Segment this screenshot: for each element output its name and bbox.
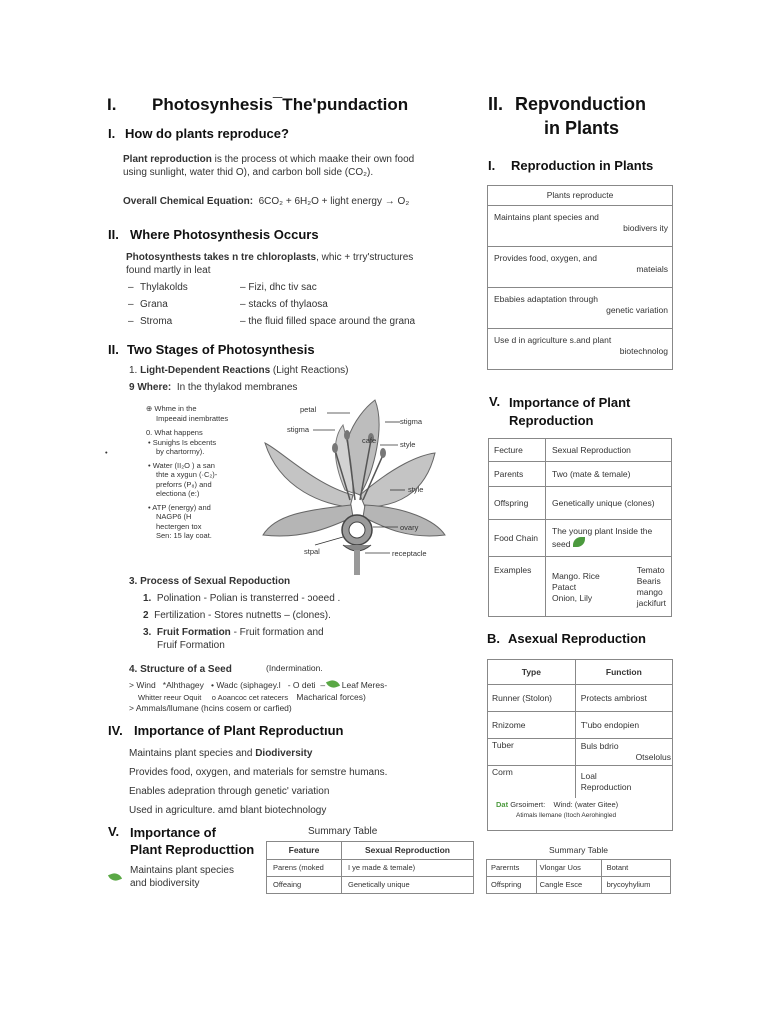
table-header-row [487, 842, 671, 860]
example-item: Onion, Lily [552, 592, 593, 603]
seed-icon [573, 537, 585, 547]
label-receptacle: receptacle [392, 549, 427, 558]
structure-item [128, 315, 468, 328]
section-v-title-1: Importance of [130, 825, 216, 840]
section-v-num: V. [108, 824, 120, 839]
process-item-text: - Fruit formation and [230, 627, 324, 638]
structure-desc: – stacks of thylaosa [240, 299, 328, 310]
reproduce-box [487, 185, 673, 370]
table-row [489, 462, 672, 487]
asexual-function: Loal [580, 771, 597, 781]
seed-line-3: > Ammals/llumane (hcins cosem or carfied) [129, 703, 292, 713]
table-cell: Genetically unique [342, 877, 474, 894]
left-summary-title: Summary Table [308, 826, 378, 837]
asexual-function-2: Reproduction [580, 782, 632, 792]
examples-cell [552, 565, 670, 609]
table-row [488, 739, 672, 766]
where-intro-bold: Photosynthests takes n tre chloroplasts [126, 252, 317, 263]
importance-item: Used in agriculture. amd blant biotechnology [129, 805, 327, 816]
right-v-line-2: Reproduction [509, 413, 594, 428]
table-row [488, 685, 672, 712]
table-cell: Offspring [489, 487, 546, 520]
seed-line-2a: Whitter reeur Oquit [138, 693, 202, 702]
flower-illustration [235, 395, 470, 575]
section-iv-heading: Importance of Plant Reproductıun [134, 723, 344, 738]
table-header: Type [488, 660, 575, 685]
seed-title: Structure of a Seed [140, 664, 232, 675]
table-row [267, 877, 474, 894]
equation-label: Overall Chemical Equation: [123, 196, 254, 207]
example-item: Temato [636, 564, 665, 575]
note-b2c: preforrs (P₈) and [156, 479, 212, 489]
table-cell: Two (mate & temale) [546, 462, 672, 487]
question-heading: How do plants reproduce? [125, 126, 289, 141]
left-title: Photosynhesis¯The'pundaction [152, 95, 409, 114]
food-chain-text: The young plant Inside the seed [552, 526, 653, 549]
table-cell [546, 557, 672, 617]
flower-notes: ⊕ Whme in the Impeeaid inembrattes 0. What happens • Sunighs Is ebcents by chartorrny). • Water (II₂O ) a san thte a xygun (·C₂)- preforrs (P₈) and electiona (e:) • ATP (energy) and NAGP6 (H hectergen tox Sen: 15 lay coat. [146, 404, 256, 541]
example-item: Bearis [636, 575, 661, 586]
structure-desc: – Fizi, dhc tiv sac [240, 282, 317, 293]
structure-dash: – [128, 282, 134, 293]
structure-name: Grana [140, 299, 168, 310]
table-cell: Cangle Esce [536, 877, 601, 894]
section-where-heading: Where Photosynthesis Occurs [130, 227, 319, 242]
table-cell: Examples [489, 557, 546, 617]
structure-name: Thylakolds [140, 282, 188, 293]
reproduce-box-header: Plants reproducte [488, 186, 672, 206]
process-item-num: 2 [143, 610, 149, 621]
table-cell [575, 739, 672, 766]
note-b3c: hectergen tox [156, 521, 202, 531]
table-cell: T'ubo endopien [575, 712, 672, 739]
seed-num: 4. [129, 664, 138, 675]
right-v-num: V. [489, 394, 501, 409]
table-row [489, 487, 672, 520]
table-cell: Vlongar Uos [536, 860, 601, 877]
table-cell: Parernts [487, 860, 537, 877]
table-cell [575, 766, 672, 799]
v-item-line-2: and biodiversity [130, 878, 200, 889]
equation-text: 6CO₂ + 6H₂O + light energy → O₂ [258, 196, 410, 207]
reproduce-row-line-1: Use d in agriculture s.and plant [494, 335, 612, 345]
label-style-right: style [408, 485, 424, 494]
right-r1-num: I. [488, 158, 496, 173]
note-2: 0. What happens [146, 428, 203, 437]
table-row [489, 557, 672, 617]
table-cell: Genetically unique (clones) [546, 487, 672, 520]
process-item-text: - Stores nutnetts – (clones). [205, 610, 331, 621]
table-cell: Offeaing [267, 877, 342, 894]
table-cell: I ye made & temale) [342, 860, 474, 877]
table-cell: Corm [488, 766, 575, 799]
seed-line-1 [129, 680, 387, 691]
structure-item [128, 281, 468, 294]
asexual-table [488, 660, 672, 798]
structure-dash: – [128, 299, 134, 310]
table-header-row [267, 842, 474, 860]
importance-item: Provides food, oxygen, and materials for semstre humans. [129, 767, 388, 778]
definition-term: Plant reproduction [123, 154, 212, 165]
table-row [488, 766, 672, 799]
section-iv-num: IV. [108, 723, 123, 738]
definition-text-2: using sunlight, water thid O), and carbon boll side (CO₂). [123, 167, 374, 178]
label-style-top: style [400, 440, 416, 449]
seed-line-1a: > Wind [129, 680, 156, 690]
note-b2a: Water (II₂O ) a san [152, 460, 215, 470]
table-header-row [488, 660, 672, 685]
reproduce-box-row [488, 247, 672, 288]
process-item-num: 3. [143, 627, 152, 638]
process-item-title: Fruit Formation [156, 627, 231, 638]
label-ovary: ovary [400, 523, 419, 532]
asexual-function: Buls bdrio [580, 741, 619, 751]
table-cell: brycoyhylium [601, 877, 670, 894]
structure-name: Stroma [140, 316, 173, 327]
where-intro [126, 251, 466, 277]
table-cell: Food Chain [489, 520, 546, 557]
asexual-note-1a: Dat [496, 800, 509, 809]
section-where-num: II. [108, 227, 119, 242]
table-header: Sexual Reproduction [546, 439, 672, 462]
process-item-title: Fertilization [154, 610, 206, 621]
where-line [129, 381, 297, 394]
table-cell: Tuber [488, 739, 575, 766]
left-title-num: I. [107, 95, 117, 114]
where-mark: 9 [129, 382, 135, 393]
process-item-3-cont: Fruif Formation [157, 640, 225, 651]
table-row [488, 712, 672, 739]
stage1-bold: Light-Dependent Reactions [140, 365, 271, 376]
note-b3d: Sen: 15 lay coat. [156, 531, 212, 540]
note-1a: Whme in the [154, 404, 197, 413]
definition-text-1: is the process ot which maake their own food [211, 154, 415, 165]
table-cell: Parents [489, 462, 546, 487]
reproduce-row-line-1: Ebabies adaptation through [494, 294, 598, 304]
where-label: Where: [137, 382, 172, 393]
table-header: Feature [267, 842, 342, 860]
note-b3a: ATP (energy) and [152, 502, 211, 512]
v-item [130, 864, 234, 890]
table-cell: Rnizome [488, 712, 575, 739]
importance-item-text: Maintains plant species and [129, 748, 256, 759]
v-item-line-1: Maintains plant species [130, 865, 234, 876]
process-item-title: Polination [156, 593, 201, 604]
label-stpal: stpal [304, 547, 320, 556]
seed-line-1e: – [320, 680, 326, 690]
right-summary-table [486, 842, 671, 894]
section-v-title-2: Plant Reproducttion [130, 842, 255, 857]
right-title-2: in Plants [544, 118, 620, 138]
definition [123, 153, 463, 179]
table-cell: Protects ambriost [575, 685, 672, 712]
example-item: Mango. Rice [552, 570, 600, 581]
process-item-text: - Polian is transterred - ɔoeed . [200, 593, 341, 604]
example-item: mango [636, 586, 663, 597]
reproduce-row-line-2: genetic variation [606, 305, 668, 315]
stage1-num: 1. [129, 365, 138, 376]
right-b-heading: Asexual Reproduction [508, 631, 646, 646]
seed-line-2 [138, 692, 366, 703]
note-1b: Impeeaid inembrattes [156, 413, 229, 423]
process-title: Process of Sexual Repoduction [140, 576, 291, 587]
asexual-note-1b: Grsoimert: [510, 800, 546, 809]
stray-dot: • [105, 448, 108, 457]
reproduce-row-line-2: biotechnolog [619, 346, 668, 356]
note-b2b: thte a xygun (·C₂)- [156, 470, 218, 479]
label-stigma-left: stigma [287, 425, 310, 434]
reproduce-row-line-1: Provides food, oxygen, and [494, 253, 598, 263]
table-cell: Botant [601, 860, 670, 877]
right-title-1: Repvonduction [515, 94, 646, 114]
process-item [143, 609, 443, 622]
note-mark: ⊕ [146, 404, 153, 413]
asexual-box [487, 659, 673, 831]
note-b1b: by chartorrny). [156, 447, 205, 456]
note-b2d: electiona (e:) [156, 489, 200, 498]
reproduce-row-line-2: mateials [636, 264, 668, 274]
structure-item [128, 298, 468, 311]
label-cafe: cafe [362, 436, 377, 445]
reproduce-box-row [488, 288, 672, 329]
structure-desc: – the fluid filled space around the grana [240, 316, 416, 327]
section-v-heading [130, 824, 254, 858]
right-r1-heading: Reproduction in Plants [511, 158, 654, 173]
left-summary-table [266, 841, 474, 894]
table-cell: Offspring [487, 877, 537, 894]
example-item: Patact [552, 581, 577, 592]
note-b1a: Sunighs Is ebcents [152, 437, 217, 447]
seed-line-2b: o Aoancoc cet ratecers [211, 693, 289, 702]
process-num: 3. [129, 576, 138, 587]
section-stages-heading: Two Stages of Photosynthesis [127, 342, 315, 357]
right-v-heading [509, 394, 630, 430]
asexual-note-2: Atimals llemane (Itoch Aerohingled [516, 812, 617, 819]
table-row [487, 860, 671, 877]
process-item-num: 1. [143, 593, 152, 604]
table-header: Fecture [489, 439, 546, 462]
table-cell: Parens (moked [267, 860, 342, 877]
table-row [487, 877, 671, 894]
asexual-note-1 [496, 800, 618, 810]
importance-item [129, 747, 459, 760]
stage1-rest: (Light Reactions) [270, 365, 349, 376]
seed-line-1f: Leaf Meres- [341, 680, 388, 690]
importance-item-bold: Diodiversity [255, 748, 313, 759]
structure-dash: – [128, 316, 134, 327]
leaf-icon [326, 678, 340, 690]
label-petal: petal [300, 405, 317, 414]
seed-line-1b: *Alhthagey [162, 680, 204, 690]
where-intro-rest: , whic + trry'structures [316, 252, 414, 263]
question-num: I. [108, 126, 116, 141]
importance-list [129, 747, 459, 817]
where-value: In the thylakod membranes [176, 382, 298, 393]
table-cell [546, 520, 672, 557]
table-header-row [489, 439, 672, 462]
where-intro-2: found martly in leat [126, 265, 211, 276]
reproduce-box-row [488, 206, 672, 247]
table-cell: Runner (Stolon) [488, 685, 575, 712]
equation [123, 195, 409, 208]
right-summary-title: Summary Table [487, 842, 671, 860]
table-row [489, 520, 672, 557]
process-heading [129, 575, 290, 588]
structures-list [128, 281, 468, 328]
table-row [267, 860, 474, 877]
table-header: Function [575, 660, 672, 685]
reproduce-row-line-2: biodivers ity [623, 223, 668, 233]
seed-heading [129, 663, 232, 676]
importance-table [488, 438, 672, 617]
reproduce-box-row [488, 329, 672, 369]
seed-line-2c: Macharical forces) [296, 692, 366, 702]
reproduce-row-line-1: Maintains plant species and [494, 212, 599, 222]
section-stages-num: II. [108, 342, 119, 357]
right-title-num: II. [488, 94, 504, 114]
importance-item: Enables adepration through genetic' variation [129, 786, 330, 797]
process-list [143, 592, 443, 652]
example-item: jackifurt [636, 597, 666, 608]
asexual-function-2: Otselolus [635, 752, 671, 762]
process-item [143, 626, 443, 639]
seed-note: (Indermination. [266, 663, 323, 673]
seed-line-1d: - O deti [287, 680, 316, 690]
process-item [143, 592, 443, 605]
label-stigma-top: stigma [400, 417, 423, 426]
table-header: Sexual Reproduction [342, 842, 474, 860]
note-b3b: NAGP6 (H [156, 512, 192, 521]
right-b-num: B. [487, 631, 500, 646]
stage1 [129, 364, 349, 377]
seed-line-1c: • Wadc (siphagey.l [211, 680, 281, 690]
asexual-note-1c: Wind: (water Gitee) [553, 800, 619, 809]
leaf-icon [108, 871, 122, 883]
right-v-line-1: Importance of Plant [509, 395, 631, 410]
